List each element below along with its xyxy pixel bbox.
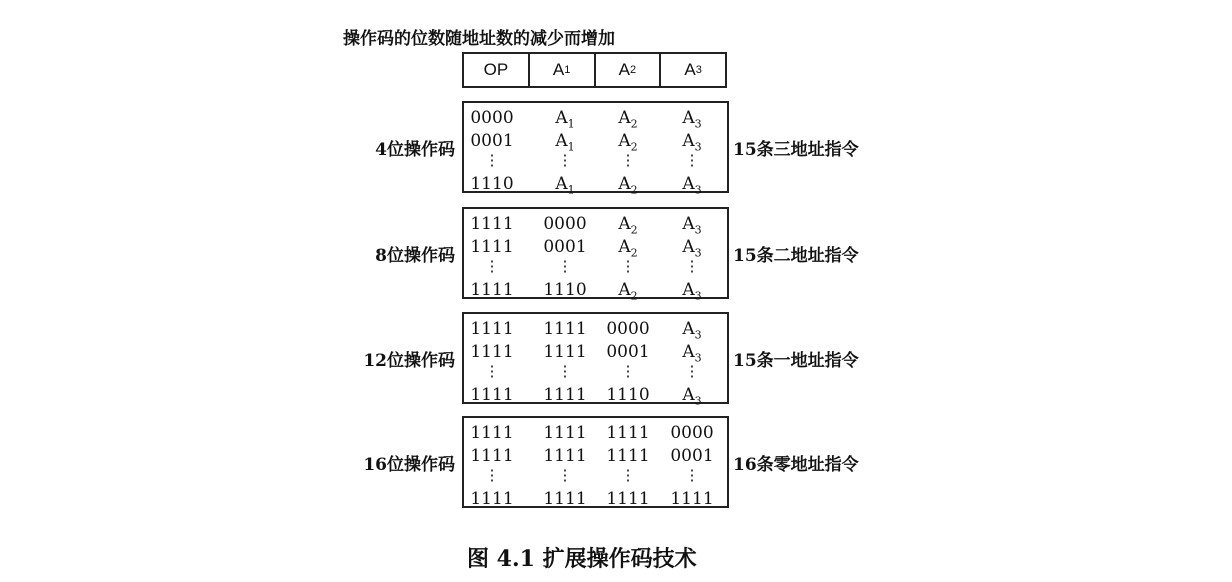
header-op: OP (483, 60, 509, 79)
encoding-cell: $A_3$ (682, 214, 702, 237)
encoding-cell: 0001 (670, 446, 714, 466)
vertical-ellipsis-icon: ⋮ (684, 362, 700, 380)
encoding-cell: $A_2$ (618, 108, 638, 131)
encoding-cell: $A_3$ (682, 385, 702, 408)
instruction-count-label: 15条一地址指令 (733, 351, 859, 371)
vertical-ellipsis-icon: ⋮ (620, 362, 636, 380)
header-a1: A 1 (528, 54, 594, 86)
encoding-cell: 1111 (470, 446, 514, 466)
encoding-cell: 0000 (470, 108, 514, 128)
encoding-cell: $A_2$ (618, 237, 638, 260)
encoding-cell: 0000 (670, 423, 714, 443)
opcode-length-label: 16位操作码 (363, 455, 455, 475)
encoding-cell: $A_3$ (682, 237, 702, 260)
vertical-ellipsis-icon: ⋮ (484, 257, 500, 275)
vertical-ellipsis-icon: ⋮ (684, 151, 700, 169)
encoding-cell: $A_2$ (618, 280, 638, 303)
vertical-ellipsis-icon: ⋮ (557, 257, 573, 275)
encoding-cell: 1111 (470, 214, 514, 234)
vertical-ellipsis-icon: ⋮ (684, 466, 700, 484)
vertical-ellipsis-icon: ⋮ (557, 362, 573, 380)
encoding-cell: 1111 (470, 280, 514, 300)
instruction-format-header (462, 52, 727, 88)
encoding-cell: $A_1$ (555, 174, 575, 197)
instruction-count-label: 15条三地址指令 (733, 140, 859, 160)
encoding-cell: 1111 (543, 319, 587, 339)
encoding-cell: 0000 (543, 214, 587, 234)
encoding-cell: 1111 (543, 385, 587, 405)
encoding-cell: $A_3$ (682, 174, 702, 197)
vertical-ellipsis-icon: ⋮ (620, 257, 636, 275)
encoding-cell: 1110 (470, 174, 514, 194)
encoding-cell: $A_3$ (682, 280, 702, 303)
encoding-cell: 1111 (670, 489, 714, 509)
encoding-cell: 1111 (543, 446, 587, 466)
encoding-cell: 1111 (470, 237, 514, 257)
encoding-cell: 1111 (470, 385, 514, 405)
opcode-group-box (462, 312, 729, 408)
opcode-group-box (462, 207, 729, 303)
encoding-cell: 1111 (470, 319, 514, 339)
encoding-cell: $A_1$ (555, 108, 575, 131)
header-a3: A 3 (659, 54, 725, 86)
vertical-ellipsis-icon: ⋮ (620, 151, 636, 169)
encoding-cell: 1111 (543, 423, 587, 443)
opcode-length-label: 12位操作码 (363, 351, 455, 371)
vertical-ellipsis-icon: ⋮ (557, 151, 573, 169)
vertical-ellipsis-icon: ⋮ (684, 257, 700, 275)
opcode-group-box (462, 101, 729, 197)
diagram-title: 操作码的位数随地址数的减少而增加 (343, 29, 615, 49)
vertical-ellipsis-icon: ⋮ (484, 466, 500, 484)
encoding-cell: $A_3$ (682, 342, 702, 365)
encoding-cell: $A_3$ (682, 131, 702, 154)
header-a2: A 2 (594, 54, 660, 86)
encoding-cell: $A_2$ (618, 214, 638, 237)
encoding-cell: 0001 (543, 237, 587, 257)
figure-caption: 图 4.1 扩展操作码技术 (467, 546, 697, 572)
encoding-cell: 1111 (470, 342, 514, 362)
encoding-cell: 1110 (606, 385, 650, 405)
encoding-cell: 1111 (606, 446, 650, 466)
vertical-ellipsis-icon: ⋮ (620, 466, 636, 484)
opcode-length-label: 4位操作码 (375, 140, 455, 160)
encoding-cell: 1111 (470, 423, 514, 443)
vertical-ellipsis-icon: ⋮ (484, 151, 500, 169)
encoding-cell: 1111 (470, 489, 514, 509)
encoding-cell: $A_2$ (618, 131, 638, 154)
encoding-cell: $A_1$ (555, 131, 575, 154)
instruction-count-label: 15条二地址指令 (733, 246, 859, 266)
encoding-cell: 1111 (543, 489, 587, 509)
encoding-cell: 1111 (606, 423, 650, 443)
vertical-ellipsis-icon: ⋮ (484, 362, 500, 380)
opcode-length-label: 8位操作码 (375, 246, 455, 266)
encoding-cell: 0000 (606, 319, 650, 339)
instruction-count-label: 16条零地址指令 (733, 455, 859, 475)
encoding-cell: 1110 (543, 280, 587, 300)
opcode-group-box (462, 416, 729, 508)
vertical-ellipsis-icon: ⋮ (557, 466, 573, 484)
encoding-cell: $A_2$ (618, 174, 638, 197)
encoding-cell: 1111 (543, 342, 587, 362)
encoding-cell: 0001 (606, 342, 650, 362)
encoding-cell: 1111 (606, 489, 650, 509)
encoding-cell: 0001 (470, 131, 514, 151)
encoding-cell: $A_3$ (682, 319, 702, 342)
encoding-cell: $A_3$ (682, 108, 702, 131)
